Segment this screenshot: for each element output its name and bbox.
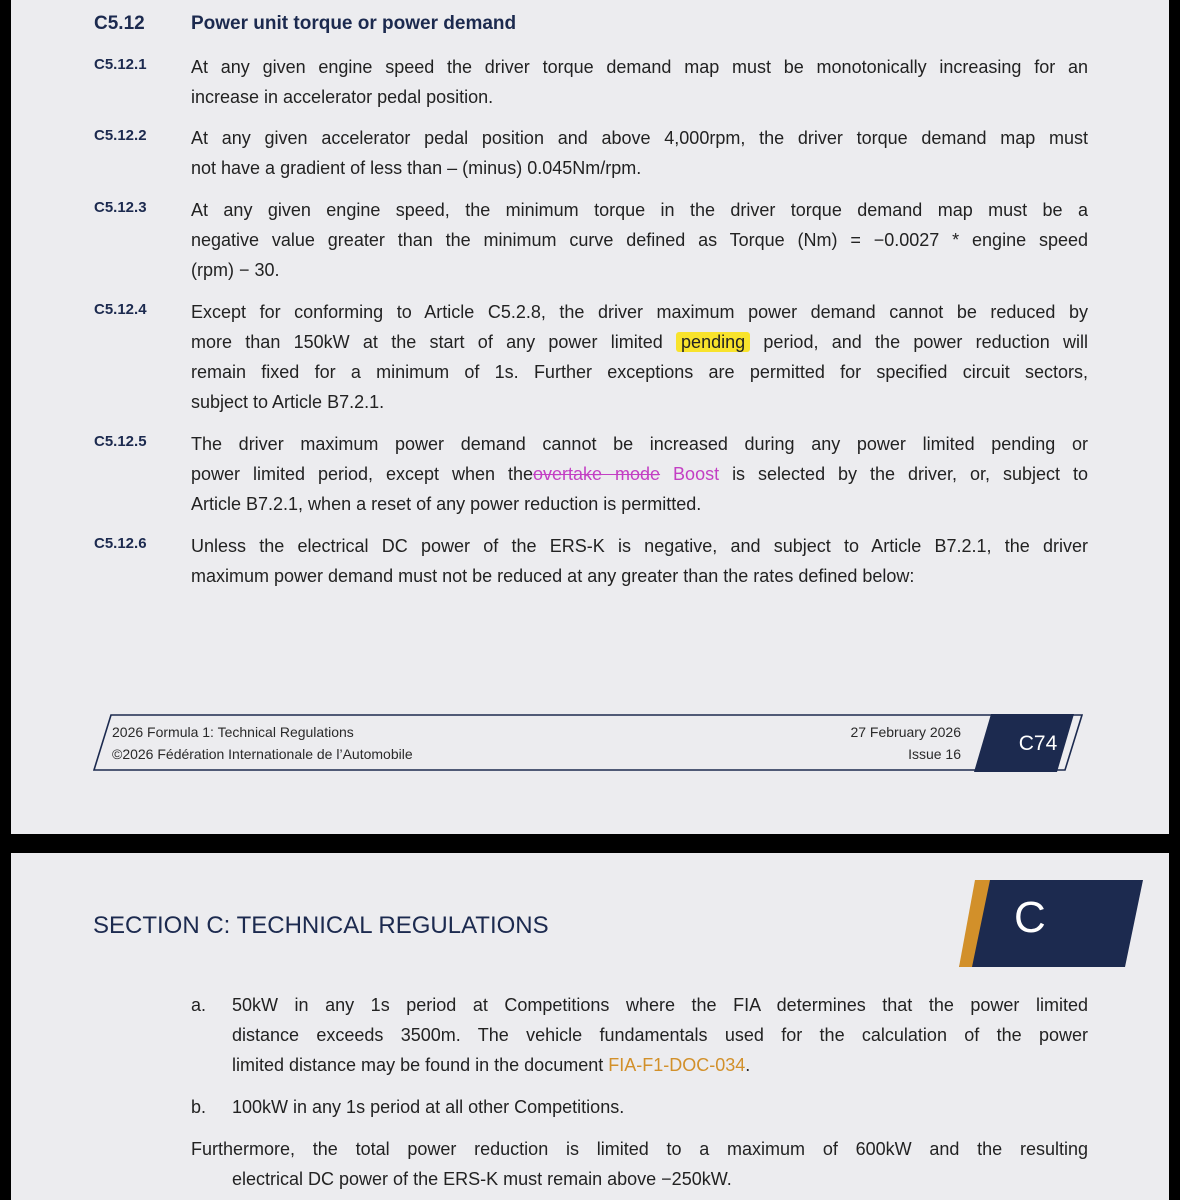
text-run: limited distance may be found in the document <box>232 1055 604 1075</box>
clause-line: subject to Article B7.2.1. <box>191 392 385 412</box>
clause-number: C5.12.5 <box>94 433 147 450</box>
section-header-title: SECTION C: TECHNICAL REGULATIONS <box>93 912 549 939</box>
section-title: Power unit torque or power demand <box>191 13 517 34</box>
inserted-text: Boost <box>673 464 720 484</box>
list-item-line <box>232 1050 1088 1080</box>
footer-title: 2026 Formula 1: Technical Regulations <box>112 724 354 740</box>
clause-number: C5.12.4 <box>94 301 147 318</box>
clause-line <box>191 459 1088 489</box>
clause-line: maximum power demand must not be reduced at any greater than the rates defined below: <box>191 566 915 586</box>
footer-frame <box>93 714 1083 771</box>
footer-date: 27 February 2026 <box>850 724 961 740</box>
clause-line: The driver maximum power demand cannot be increased during any power limited pending or <box>191 434 1088 454</box>
clause-number: C5.12.6 <box>94 535 147 552</box>
list-item-text <box>232 990 1088 1080</box>
page-number: C74 <box>1018 732 1058 755</box>
text-run: is selected by the driver, or, subject to <box>732 464 1088 484</box>
clause-line: (rpm) − 30. <box>191 260 280 280</box>
list-item-line: 50kW in any 1s period at Competitions where the FIA determines that the power limited <box>232 995 1088 1015</box>
document-link[interactable]: FIA-F1-DOC-034 <box>608 1055 746 1075</box>
furthermore-paragraph <box>191 1134 1088 1194</box>
clause-line: not have a gradient of less than – (minus) 0.045Nm/rpm. <box>191 158 642 178</box>
clause-line: negative value greater than the minimum curve defined as Torque (Nm) = −0.0027 * engine speed <box>191 230 1088 250</box>
list-item-line: distance exceeds 3500m. The vehicle fundamentals used for the calculation of the power <box>232 1025 1088 1045</box>
document-page-c74 <box>11 0 1169 834</box>
text-run: period, and the power reduction will <box>763 332 1089 352</box>
footer-copyright: ©2026 Fédération Internationale de l’Automobile <box>112 746 413 762</box>
clause-line: At any given engine speed the driver torque demand map must be monotonically increasing for an <box>191 57 1088 77</box>
text-run: more than 150kW at the start of any power limited <box>191 332 663 352</box>
clause-line: At any given accelerator pedal position and above 4,000rpm, the driver torque demand map must <box>191 128 1088 148</box>
text-run: . <box>745 1055 751 1075</box>
clause-text <box>191 297 1088 417</box>
clause-line: remain fixed for a minimum of 1s. Further exceptions are permitted for specified circuit sectors, <box>191 362 1088 382</box>
paragraph-line: Furthermore, the total power reduction is limited to a maximum of 600kW and the resulting <box>191 1139 1088 1159</box>
clause-line: Article B7.2.1, when a reset of any power reduction is permitted. <box>191 494 702 514</box>
clause-text <box>191 123 1088 183</box>
section-badge <box>959 880 1144 968</box>
section-letter: C <box>1014 893 1046 942</box>
clause-text <box>191 531 1088 591</box>
list-item-text <box>232 1092 1088 1122</box>
list-item-letter: a. <box>191 995 207 1015</box>
clause-text <box>191 195 1088 285</box>
clause-number: C5.12.3 <box>94 199 147 216</box>
struck-text: overtake mode <box>533 464 661 484</box>
document-page-next <box>11 853 1169 1200</box>
clause-number: C5.12.1 <box>94 56 147 73</box>
highlighted-word: pending <box>676 332 750 352</box>
section-number: C5.12 <box>94 13 145 34</box>
clause-line <box>191 327 1088 357</box>
clause-line: increase in accelerator pedal position. <box>191 87 494 107</box>
list-item-letter: b. <box>191 1097 207 1117</box>
clause-line: At any given engine speed, the minimum torque in the driver torque demand map must be a <box>191 200 1088 220</box>
clause-line: Except for conforming to Article C5.2.8, the driver maximum power demand cannot be reduced by <box>191 302 1088 322</box>
clause-text <box>191 429 1088 519</box>
clause-line: Unless the electrical DC power of the ERS-K is negative, and subject to Article B7.2.1, the driver <box>191 536 1088 556</box>
paragraph-line: electrical DC power of the ERS-K must remain above −250kW. <box>232 1169 732 1189</box>
clause-text <box>191 52 1088 112</box>
text-run: power limited period, except when the <box>191 464 534 484</box>
clause-number: C5.12.2 <box>94 127 147 144</box>
list-item-line: 100kW in any 1s period at all other Competitions. <box>232 1097 625 1117</box>
footer-issue: Issue 16 <box>908 746 961 762</box>
